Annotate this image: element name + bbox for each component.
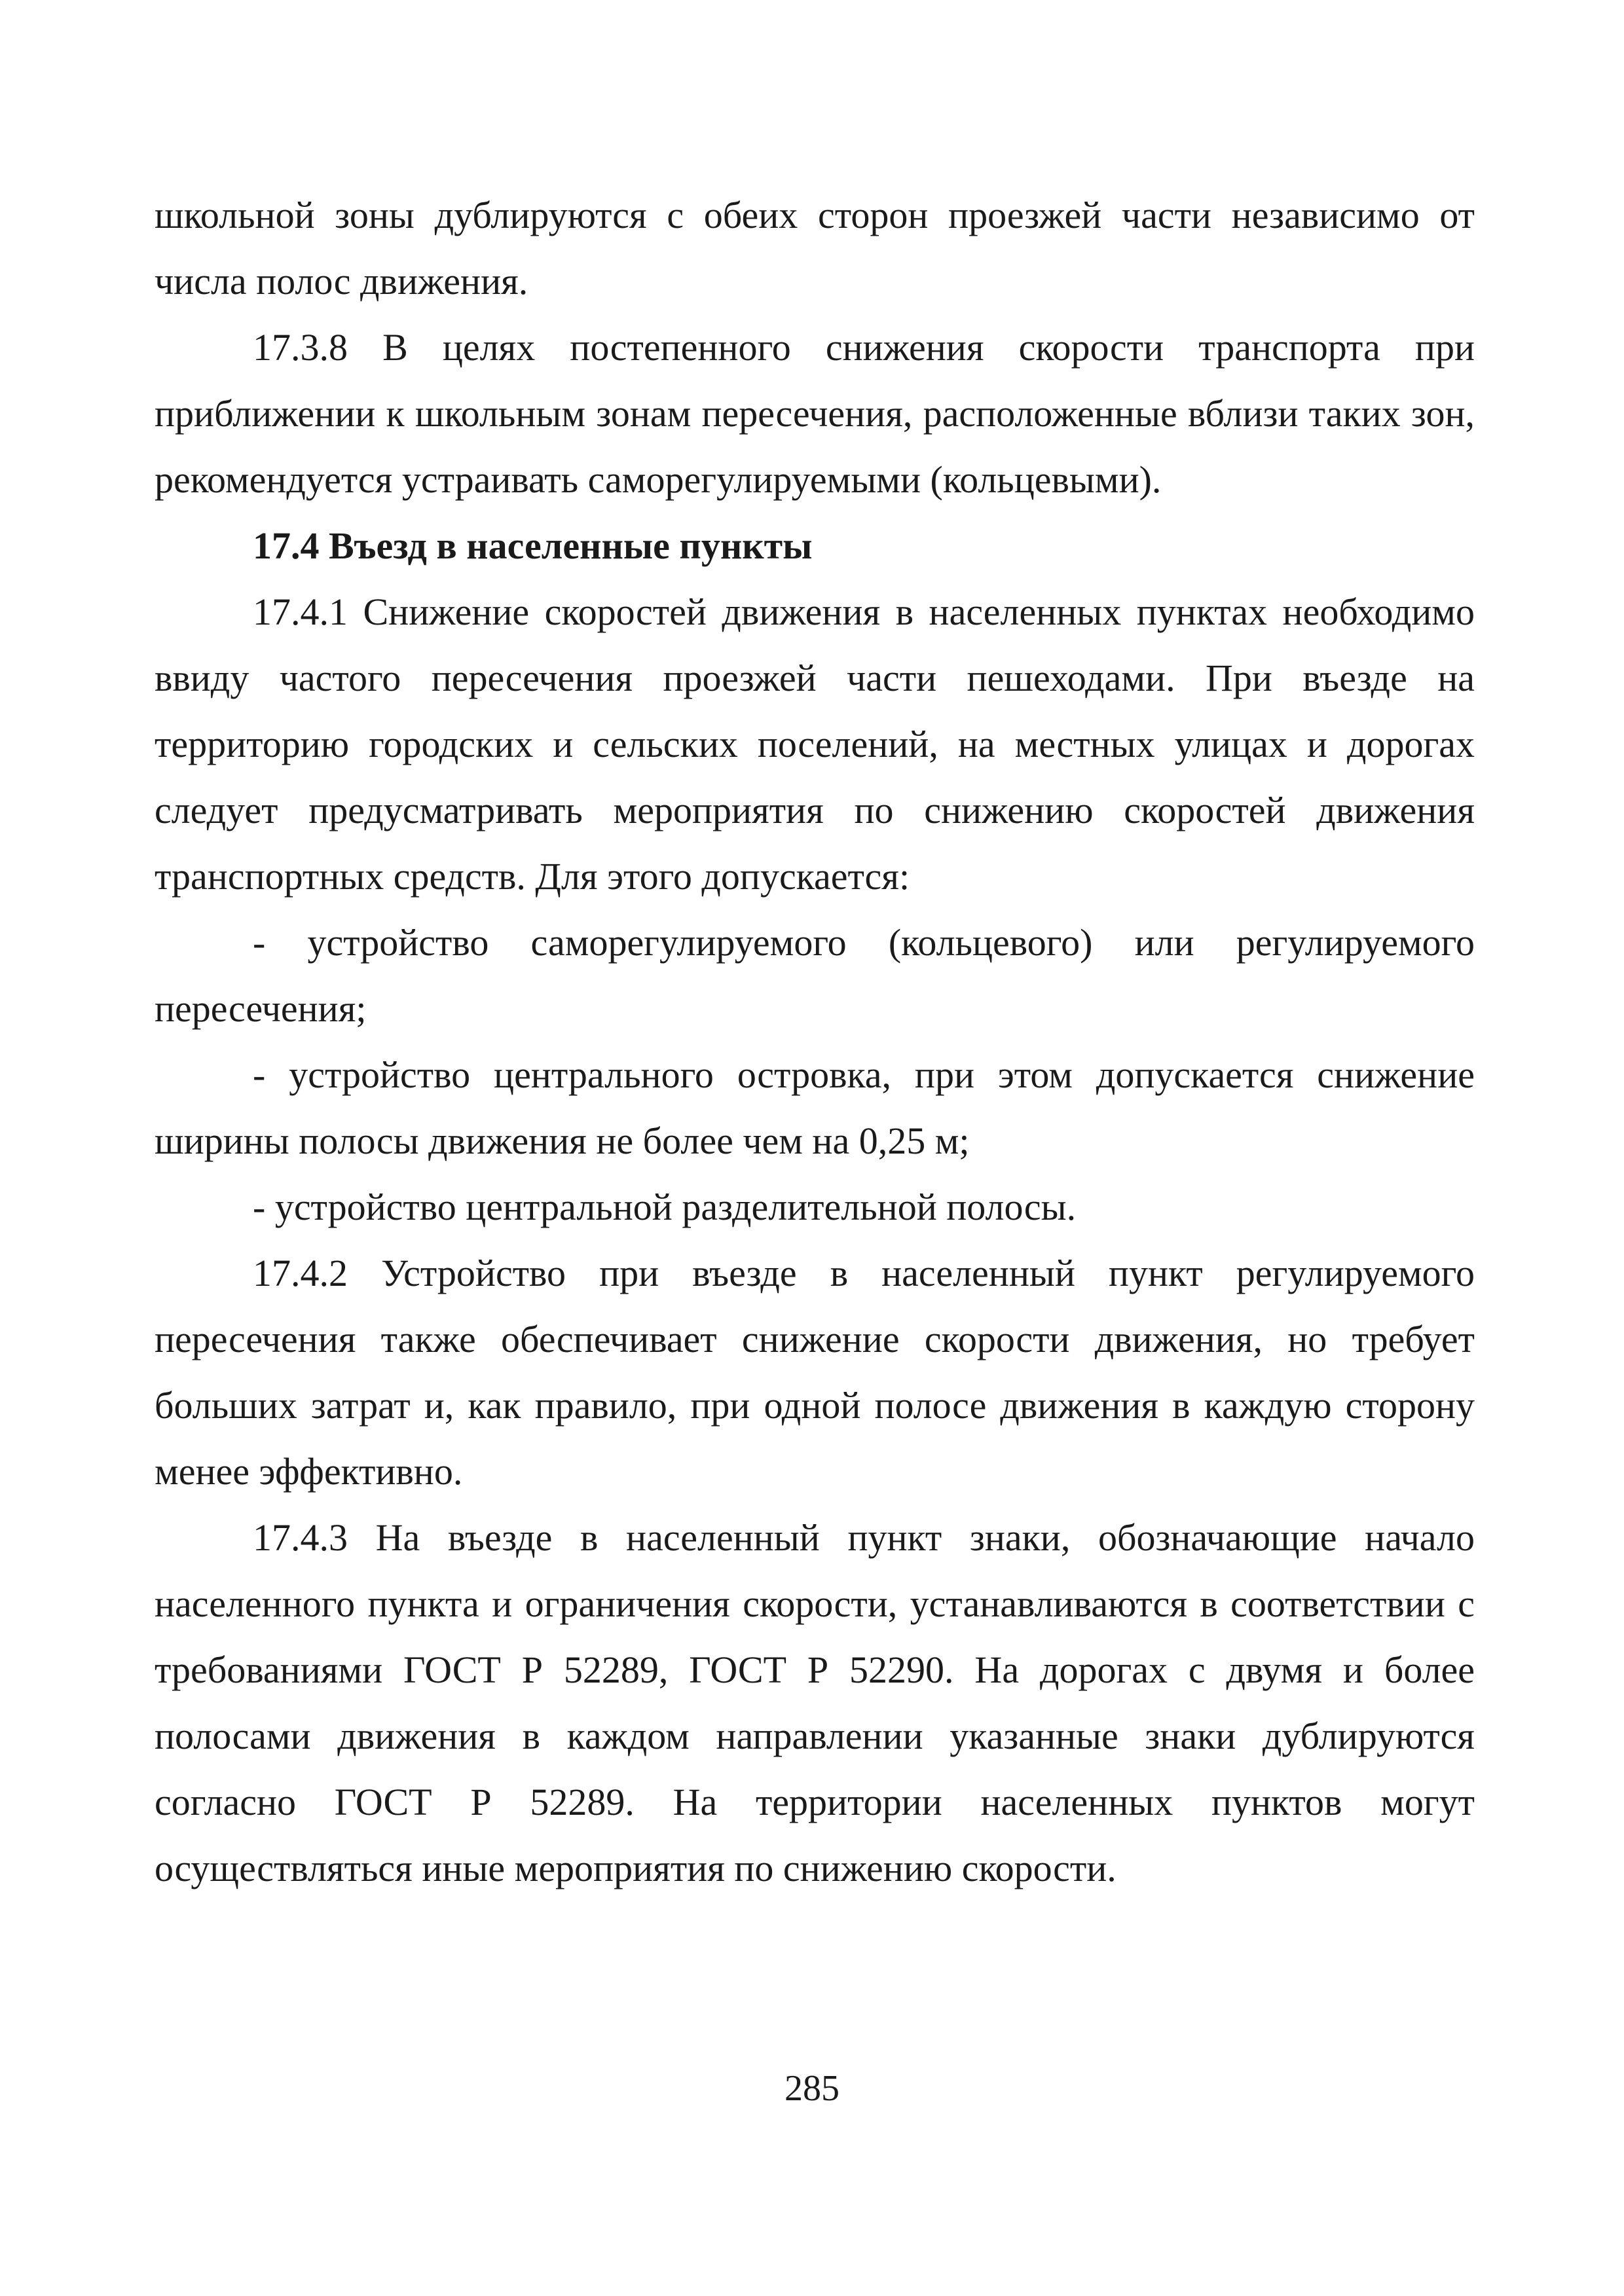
list-item-central-island: - устройство центрального островка, при этом допускается снижение ширины полосы движения не более чем на 0,25 м; xyxy=(155,1053,1475,1162)
paragraph-17-4-1: 17.4.1 Снижение скоростей движения в населенных пунктах необходимо ввиду частого пересечения проезжей части пешеходами. При въезде на территорию городских и сельских поселений, на местных улицах и дорогах следует предусматривать мероприятия по снижению скоростей движения транспортных средств. Для этого допускается: xyxy=(155,591,1475,898)
paragraph-17-4-2: 17.4.2 Устройство при въезде в населенный пункт регулируемого пересечения также обеспечивает снижение скорости движения, но требует больших затрат и, как правило, при одной полосе движения в каждую сторону менее эффективно. xyxy=(155,1252,1475,1493)
paragraph-17-3-8: 17.3.8 В целях постепенного снижения скорости транспорта при приближении к школьным зонам пересечения, расположенные вблизи таких зон, рекомендуется устраивать саморегулируемыми (кольцевыми). xyxy=(155,326,1475,501)
paragraph-17-4-3: 17.4.3 На въезде в населенный пункт знаки, обозначающие начало населенного пункта и ограничения скорости, устанавливаются в соответствии с требованиями ГОСТ Р 52289, ГОСТ Р 52290. На дорогах с двумя и более полосами движения в каждом направлении указанные знаки дублируются согласно ГОСТ Р 52289. На территории населенных пунктов могут осуществляться иные мероприятия по снижению скорости. xyxy=(155,1516,1475,1889)
page-body xyxy=(155,182,1475,1901)
page-number: 285 xyxy=(784,2068,840,2109)
section-heading-17-4: 17.4 Въезд в населенные пункты xyxy=(253,524,813,567)
list-item-roundabout: - устройство саморегулируемого (кольцевого) или регулируемого пересечения; xyxy=(155,921,1475,1030)
paragraph-continuation: школьной зоны дублируются с обеих сторон проезжей части независимо от числа полос движения. xyxy=(155,194,1475,302)
list-item-median-strip: - устройство центральной разделительной полосы. xyxy=(253,1186,1077,1228)
